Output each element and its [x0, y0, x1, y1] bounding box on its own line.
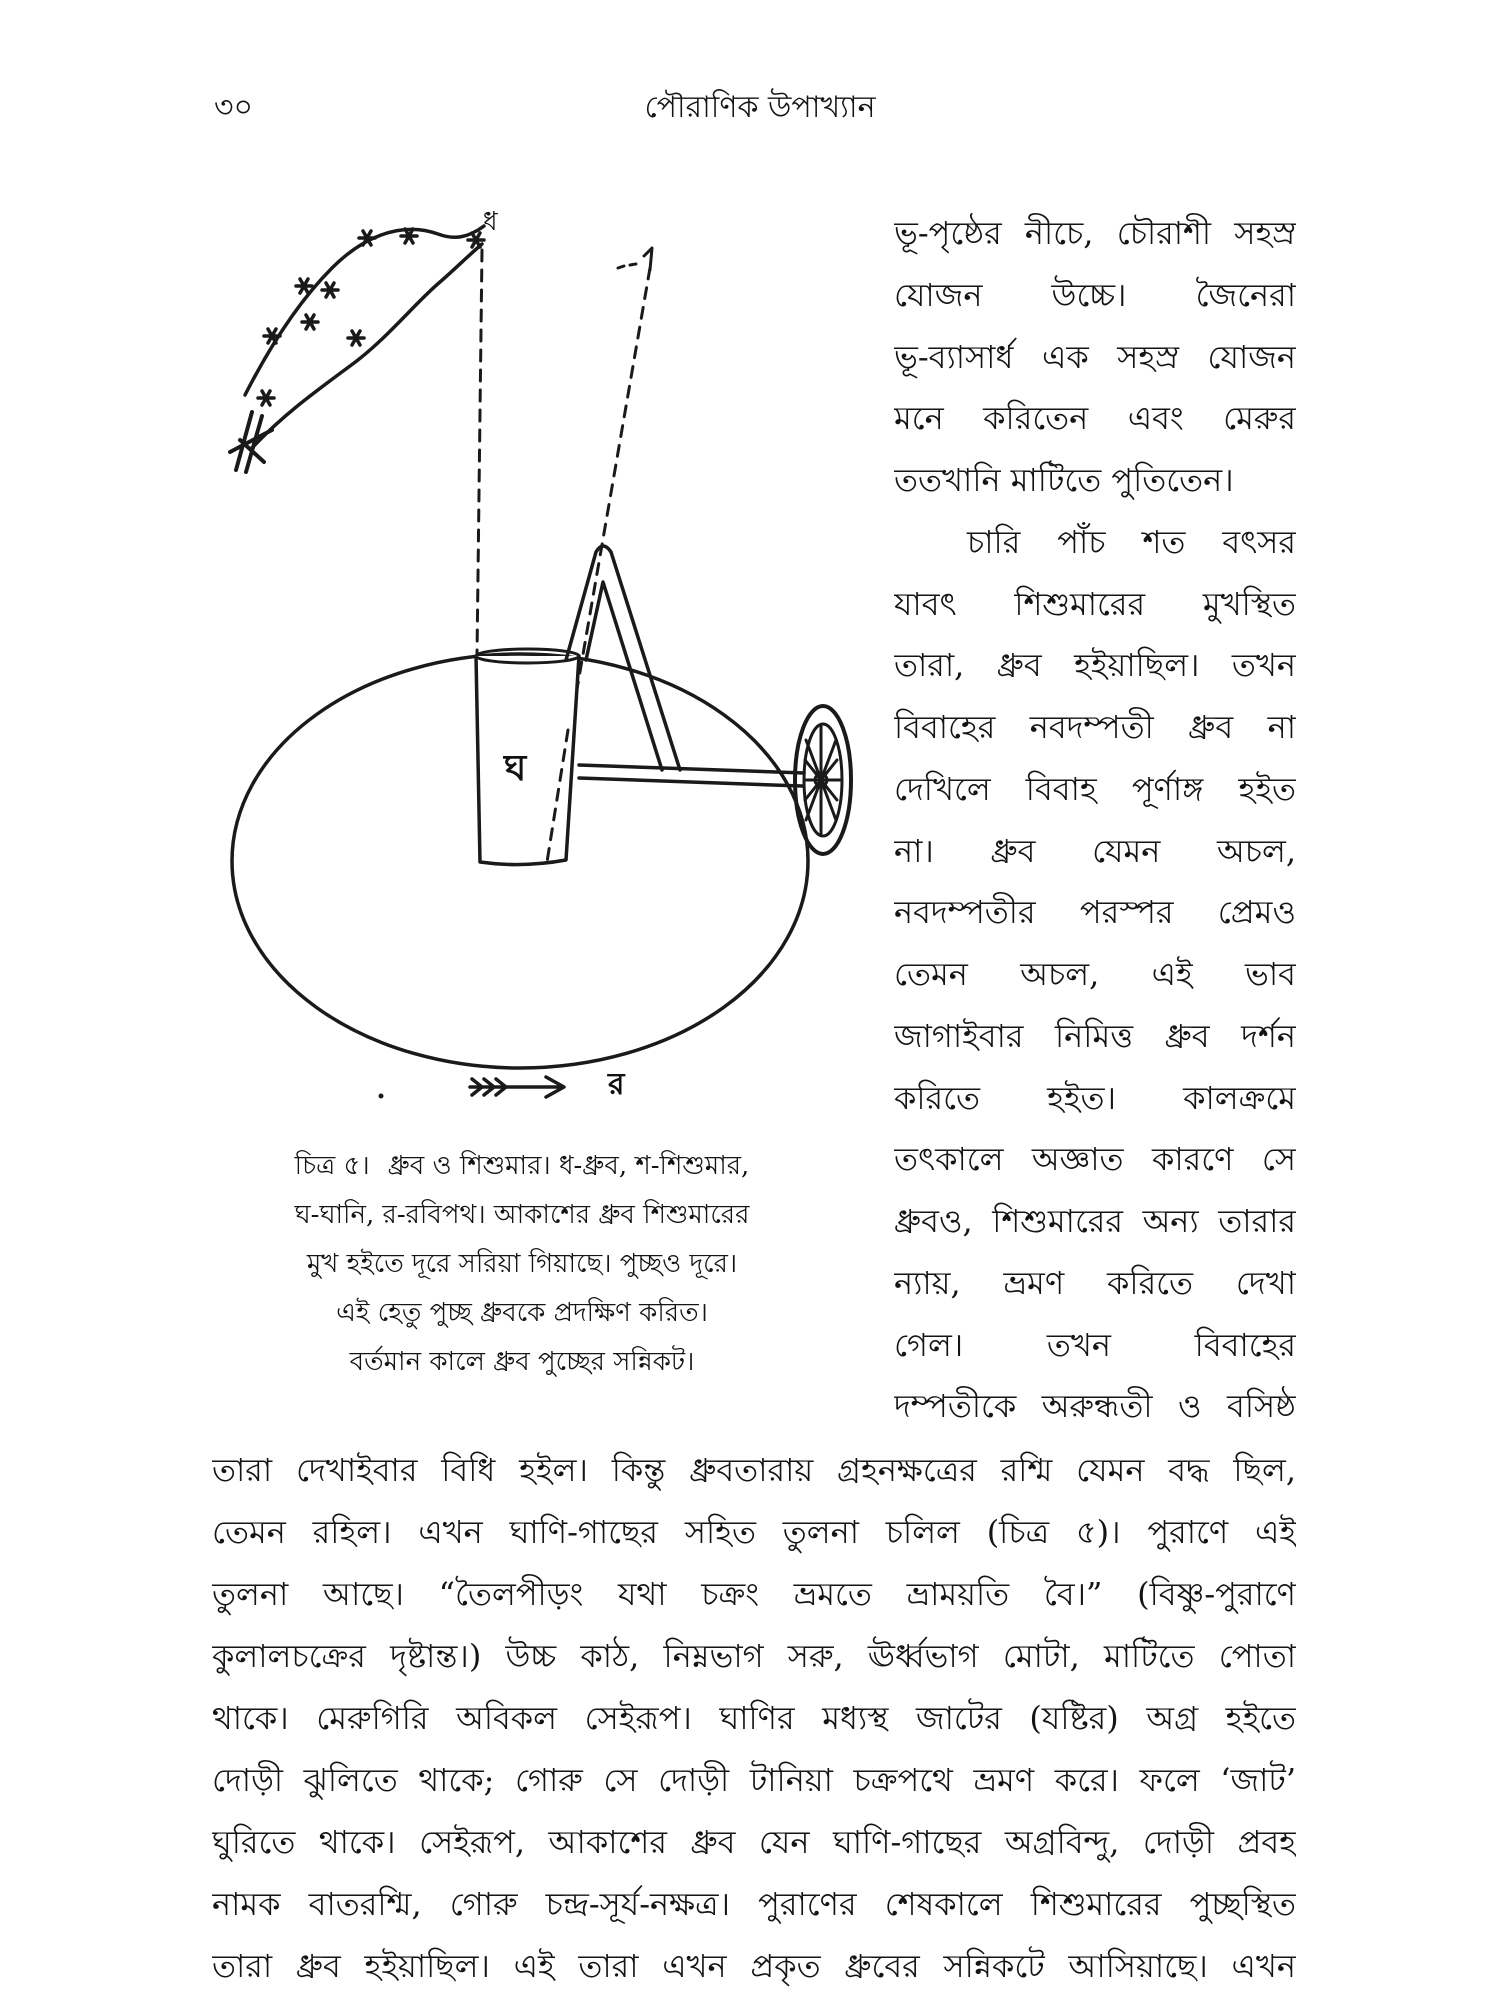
body-line: তারা ধ্রুব হইয়াছিল। এই তারা এখন প্রকৃত ধ্রুবের সন্নিকটে আসিয়াছে। এখন [212, 1947, 1296, 1985]
label-rabipath: র [608, 1067, 625, 1102]
caption-line: বর্তমান কালে ধ্রুব পুচ্ছের সন্নিকট। [349, 1347, 695, 1377]
caption-line [232, 1142, 812, 1191]
body-line: তারা দেখাইবার বিধি হইল। কিন্তু ধ্রুবতারায় গ্রহনক্ষত্রের রশ্মি যেমন বদ্ধ ছিল, [212, 1451, 1296, 1489]
star-mark [258, 391, 274, 405]
right-column-line: ধ্রুবও, শিশুমারের অন্য তারার [894, 1202, 1296, 1240]
caption-line: মুখ হইতে দূরে সরিয়া গিয়াছে। পুচ্ছও দূরে। [306, 1249, 738, 1279]
star-mark [348, 331, 364, 345]
caption-label: চিত্র ৫। [294, 1151, 370, 1181]
caption-text: ধ্রুব ও শিশুমার। ধ-ধ্রুব, শ-শিশুমার, [387, 1151, 750, 1181]
label-dhruba: ধ [483, 207, 498, 237]
label-ghani: ঘ [504, 747, 527, 789]
star-mark [302, 315, 318, 329]
right-column-line: নবদম্পতীর পরস্পর প্রেমও [894, 893, 1296, 932]
body-line: থাকে। মেরুগিরি অবিকল সেইরূপ। ঘাণির মধ্যস্থ জাটের (যষ্টির) অগ্র হইতে [212, 1699, 1296, 1737]
body-text [212, 1439, 1296, 1997]
constellation-outline-upper [245, 226, 484, 395]
right-column-line: গেল। তখন বিবাহের [894, 1325, 1296, 1364]
caption-line: এই হেতু পুচ্ছ ধ্রুবকে প্রদক্ষিণ করিত। [336, 1298, 708, 1328]
right-column-line: জাগাইবার নিমিত্ত ধ্রুব দর্শন [894, 1016, 1296, 1055]
body-line: কুলালচক্রের দৃষ্টান্ত।) উচ্চ কাঠ, নিম্নভাগ সরু, ঊর্ধ্বভাগ মোটা, মাটিতে পোতা [212, 1637, 1296, 1675]
body-line: নামক বাতরশ্মি, গোরু চন্দ্র-সূর্য-নক্ষত্র। পুরাণের শেষকালে শিশুমারের পুচ্ছস্থিত [212, 1885, 1296, 1923]
figure-caption [232, 1142, 812, 1387]
second-star-mark [618, 248, 652, 270]
body-line: দোড়ী ঝুলিতে থাকে; গোরু সে দোড়ী টানিয়া চক্রপথে ভ্রমণ করে। ফলে ‘জাট’ [212, 1761, 1296, 1799]
figure-dhruba-shishumar [200, 190, 880, 1120]
beam-rod [579, 765, 804, 786]
right-column-text [894, 203, 1296, 1438]
star-mark [322, 283, 338, 297]
right-column-line: তৎকালে অজ্ঞাত কারণে সে [894, 1140, 1296, 1179]
body-line: তেমন রহিল। এখন ঘাণি-গাছের সহিত তুলনা চলিল (চিত্র ৫)। পুরাণে এই [212, 1513, 1296, 1551]
body-line: তুলনা আছে। “তৈলপীড়ং যথা চক্রং ভ্রমতে ভ্রাময়তি বৈ।” (বিষ্ণু-পুরাণে [212, 1575, 1296, 1613]
right-column-line: যাবৎ শিশুমারের মুখস্থিত [894, 584, 1296, 623]
running-title: পৌরাণিক উপাখ্যান [644, 90, 876, 125]
constellation-tail [230, 412, 272, 472]
right-column-line: ততখানি মাটিতে পুতিতেন। [894, 461, 1234, 499]
right-column-line: তেমন অচল, এই ভাব [894, 955, 1296, 993]
caption-line: ঘ-ঘানি, র-রবিপথ। আকাশের ধ্রুব শিশুমারের [294, 1200, 750, 1230]
dhruba-sightline [477, 250, 482, 656]
right-column-line: ভূ-ব্যাসার্ধ এক সহস্র যোজন [894, 337, 1296, 376]
right-column-line: করিতে হইত। কালক্রমে [894, 1078, 1296, 1117]
right-column-line: ন্যায়, ভ্রমণ করিতে দেখা [894, 1263, 1296, 1302]
right-column-line: বিবাহের নবদম্পতী ধ্রুব না [894, 708, 1296, 746]
right-column-line: মনে করিতেন এবং মেরুর [894, 399, 1296, 438]
wheel [795, 706, 851, 854]
star-mark [264, 329, 280, 343]
right-column-line: চারি পাঁচ শত বৎসর [967, 522, 1296, 561]
body-line: ঘুরিতে থাকে। সেইরূপ, আকাশের ধ্রুব যেন ঘাণি-গাছের অগ্রবিন্দু, দোড়ী প্রবহ [212, 1823, 1296, 1861]
constellation-outline-lower [252, 244, 482, 448]
stray-dot [379, 1094, 384, 1099]
direction-arrow [470, 1077, 564, 1097]
right-column-line: না। ধ্রুব যেমন অচল, [894, 831, 1296, 870]
right-column-line: দম্পতীকে অরুন্ধতী ও বসিষ্ঠ [894, 1387, 1296, 1426]
right-column-line: যোজন উচ্চে। জৈনেরা [894, 275, 1296, 314]
right-column-line: ভূ-পৃষ্ঠের নীচে, চৌরাশী সহস্র [894, 214, 1296, 252]
page-number: ৩০ [214, 90, 254, 125]
right-column-line: তারা, ধ্রুব হইয়াছিল। তখন [894, 646, 1296, 685]
right-column-line: দেখিলে বিবাহ পূর্ণাঙ্গ হইত [894, 769, 1296, 808]
